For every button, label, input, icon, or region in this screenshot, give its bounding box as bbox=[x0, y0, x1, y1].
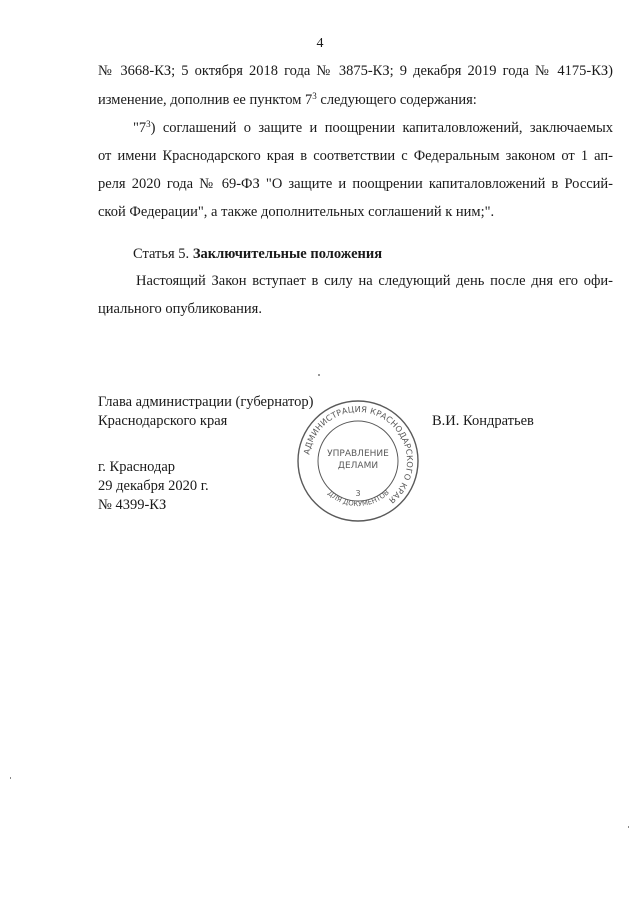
article-5-title: Заключительные положения bbox=[192, 246, 383, 262]
seal-number: 3 bbox=[355, 489, 361, 498]
document-date: 29 декабря 2020 г. bbox=[98, 478, 209, 494]
amendment-line-2-text: изменение, дополнив ее пунктом 7 bbox=[98, 92, 313, 108]
amendment-superscript: 3 bbox=[312, 91, 317, 101]
quote-line-1 bbox=[133, 119, 613, 137]
quote-line-2: от имени Краснодарского края в соответствии с Федеральным законом от 1 ап- bbox=[98, 148, 613, 164]
signatory-position-line-2: Краснодарского края bbox=[98, 413, 228, 429]
amendment-line-2 bbox=[98, 91, 477, 109]
seal-bottom-textpath: ДЛЯ ДОКУМЕНТОВ bbox=[326, 488, 391, 509]
page-number: 4 bbox=[316, 36, 324, 51]
scan-speck bbox=[628, 826, 629, 828]
seal-center-line-1: УПРАВЛЕНИЕ bbox=[327, 449, 389, 459]
scan-speck bbox=[318, 374, 320, 376]
quote-line-1-text: ) соглашений о защите и поощрении капиталовложений, заключаемых bbox=[150, 120, 613, 136]
document-number: № 4399-КЗ bbox=[98, 497, 167, 513]
quote-superscript: 3 bbox=[146, 119, 151, 129]
article-5-heading bbox=[133, 245, 382, 263]
amendment-line-2-tail: следующего содержания: bbox=[316, 92, 477, 108]
seal-ring-textpath: АДМИНИСТРАЦИЯ КРАСНОДАРСКОГО КРАЯ bbox=[301, 403, 416, 506]
quote-open-text: "7 bbox=[133, 120, 147, 136]
seal-center-line-2: ДЕЛАМИ bbox=[337, 461, 379, 471]
place-city: г. Краснодар bbox=[98, 459, 176, 475]
quote-line-3: реля 2020 года № 69-ФЗ "О защите и поощрении капиталовложений в Россий- bbox=[98, 176, 613, 192]
article-5-label: Статья 5. bbox=[133, 246, 190, 262]
quote-open bbox=[133, 120, 613, 136]
scan-speck bbox=[10, 777, 11, 779]
official-seal bbox=[295, 398, 421, 524]
quote-line-4: ской Федерации", а также дополнительных соглашений к ним;". bbox=[98, 204, 495, 220]
signatory-name: В.И. Кондратьев bbox=[432, 413, 534, 429]
signatory-position-line-1: Глава администрации (губернатор) bbox=[98, 394, 314, 410]
amendment-line-1: № 3668-КЗ; 5 октября 2018 года № 3875-КЗ; 9 декабря 2019 года № 4175-КЗ) bbox=[98, 63, 613, 79]
article-5-text-line-2: циального опубликования. bbox=[98, 301, 262, 317]
article-5-text-line-1: Настоящий Закон вступает в силу на следующий день после дня его офи- bbox=[136, 273, 613, 289]
